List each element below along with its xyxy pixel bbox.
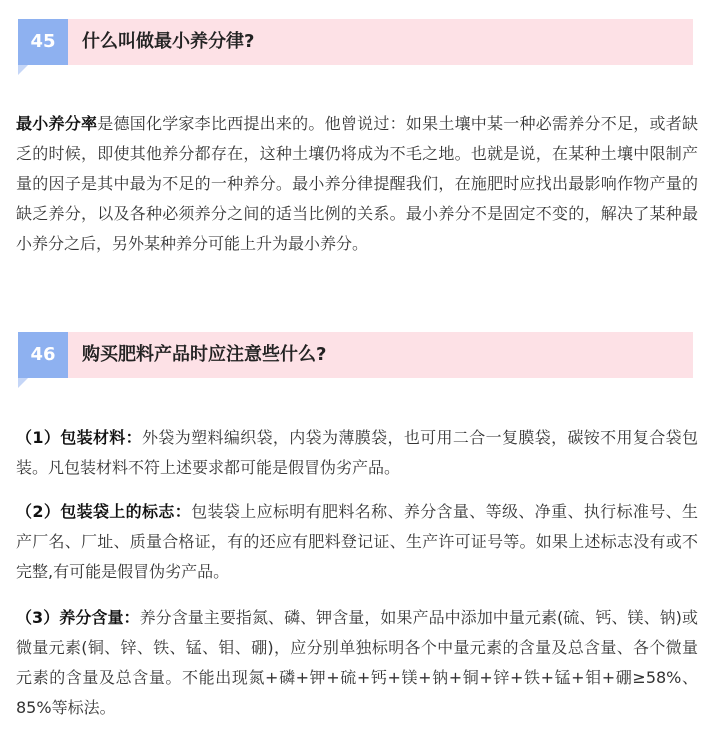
paragraph-term: 最小养分率 — [16, 114, 98, 133]
section-46-paragraph-nutrients — [16, 603, 698, 723]
section-45-paragraph — [16, 109, 698, 259]
section-title: 什么叫做最小养分律? — [82, 31, 255, 52]
paragraph-text: 外袋为塑料编织袋，内袋为薄膜袋，也可用二合一复膜袋，碳铵不用复合袋包装。凡包装材料不符上述要求都可能是假冒伪劣产品。 — [16, 428, 698, 477]
paragraph-term: （3）养分含量： — [16, 608, 140, 627]
section-46-header — [18, 332, 693, 378]
paragraph-text: 是德国化学家李比西提出来的。他曾说过：如果土壤中某一种必需养分不足，或者缺乏的时候，即使其他养分都存在，这种土壤仍将成为不毛之地。也就是说，在某种土壤中限制产量的因子是其中最为不足的一种养分。最小养分律提醒我们，在施肥时应找出最影响作物产量的缺乏养分，以及各种必须养分之间的适当比例的关系。最小养分不是固定不变的，解决了某种最小养分之后，另外某种养分可能上升为最小养分。 — [16, 114, 698, 253]
badge-tail-decoration — [18, 65, 28, 75]
badge-tail-decoration — [18, 378, 28, 388]
paragraph-term: （2）包装袋上的标志： — [16, 502, 192, 521]
section-number-badge: 45 — [18, 19, 68, 65]
section-46-paragraph-labels — [16, 497, 698, 587]
section-46-paragraph-packaging — [16, 423, 698, 483]
paragraph-text: 包装袋上应标明有肥料名称、养分含量、等级、净重、执行标准号、生产厂名、厂址、质量合格证，有的还应有肥料登记证、生产许可证号等。如果上述标志没有或不完整,有可能是假冒伪劣产品。 — [16, 502, 698, 581]
section-number-badge: 46 — [18, 332, 68, 378]
section-title: 购买肥料产品时应注意些什么? — [82, 344, 327, 365]
section-45-header — [18, 19, 693, 65]
paragraph-text: 养分含量主要指氮、磷、钾含量，如果产品中添加中量元素(硫、钙、镁、钠)或微量元素(铜、锌、铁、锰、钼、硼)，应分别单独标明各个中量元素的含量及总含量、各个微量元素的含量及总含量。不能出现氮+磷+钾+硫+钙+镁+钠+铜+锌+铁+锰+钼+硼≥58%、85%等标法。 — [16, 608, 698, 717]
paragraph-term: （1）包装材料： — [16, 428, 143, 447]
